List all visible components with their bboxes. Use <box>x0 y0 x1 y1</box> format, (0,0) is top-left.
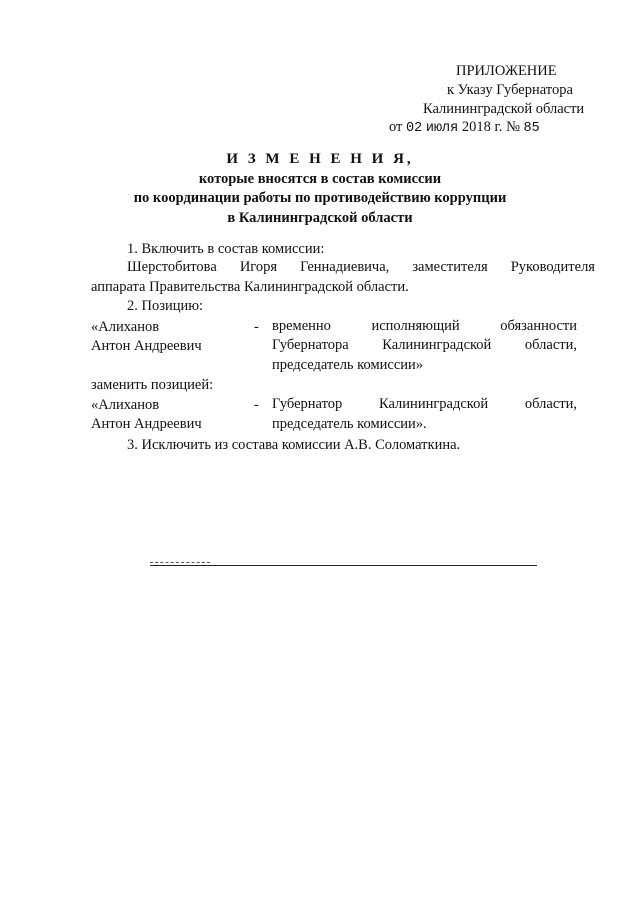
date-prefix: от <box>389 119 403 135</box>
position-1-word: Калининградской <box>382 337 492 353</box>
item-1-line-2: аппарата Правительства Калининградской области. <box>91 279 409 295</box>
position-1-desc-line-1 <box>272 318 577 335</box>
position-1-word: временно <box>272 318 331 334</box>
position-1-desc-line-3: председатель комиссии» <box>272 357 424 373</box>
position-2-desc-line-2: председатель комиссии». <box>272 416 427 432</box>
item-1-word: Руководителя <box>510 259 595 275</box>
position-1-name-line-2: Антон Андреевич <box>91 338 202 354</box>
date-month: июля <box>425 121 459 136</box>
appendix-title: ПРИЛОЖЕНИЕ <box>456 63 557 79</box>
heading-title: И З М Е Н Е Н И Я, <box>226 151 414 167</box>
item-1-word: Игоря <box>239 259 278 275</box>
position-1-dash: - <box>254 319 259 335</box>
heading-line-2: по координации работы по противодействию коррупции <box>133 190 507 206</box>
end-separator-line <box>150 565 537 566</box>
position-2-word: Губернатор <box>272 396 343 412</box>
position-1-desc-line-2 <box>272 337 577 354</box>
date-day: 02 <box>406 121 423 136</box>
item-1-word: Шерстобитова <box>127 259 217 275</box>
position-1-name-line-1: «Алиханов <box>91 319 160 335</box>
item-1-line-1 <box>127 259 595 276</box>
position-1-word: обязанности <box>500 318 577 334</box>
date-number: 85 <box>523 121 540 136</box>
item-3: 3. Исключить из состава комиссии А.В. Соломаткина. <box>127 437 461 453</box>
document-heading <box>0 150 640 228</box>
end-separator-dots <box>150 562 210 563</box>
position-2-desc-line-1 <box>272 396 577 413</box>
position-2-dash: - <box>254 397 259 413</box>
position-1-word: области, <box>524 337 577 353</box>
position-1-word: исполняющий <box>371 318 460 334</box>
appendix-decree-line: к Указу Губернатора <box>447 82 573 98</box>
position-2-name-line-1: «Алиханов <box>91 397 160 413</box>
heading-line-3: в Калининградской области <box>227 209 413 226</box>
position-2-name-line-2: Антон Андреевич <box>91 416 202 432</box>
item-1-label: 1. Включить в состав комиссии: <box>127 241 325 257</box>
position-1-word: Губернатора <box>272 337 349 353</box>
position-2-word: Калининградской <box>379 396 489 412</box>
replace-label: заменить позицией: <box>91 377 214 393</box>
position-2-word: области, <box>524 396 577 412</box>
item-1-word: заместителя <box>412 259 488 275</box>
heading-line-1: которые вносятся в состав комиссии <box>198 170 442 187</box>
appendix-region-line: Калининградской области <box>423 101 585 117</box>
item-2-label: 2. Позицию: <box>127 298 204 314</box>
appendix-date-line <box>389 119 540 137</box>
item-1-word: Геннадиевича, <box>300 259 390 275</box>
date-year: 2018 г. № <box>461 119 520 135</box>
